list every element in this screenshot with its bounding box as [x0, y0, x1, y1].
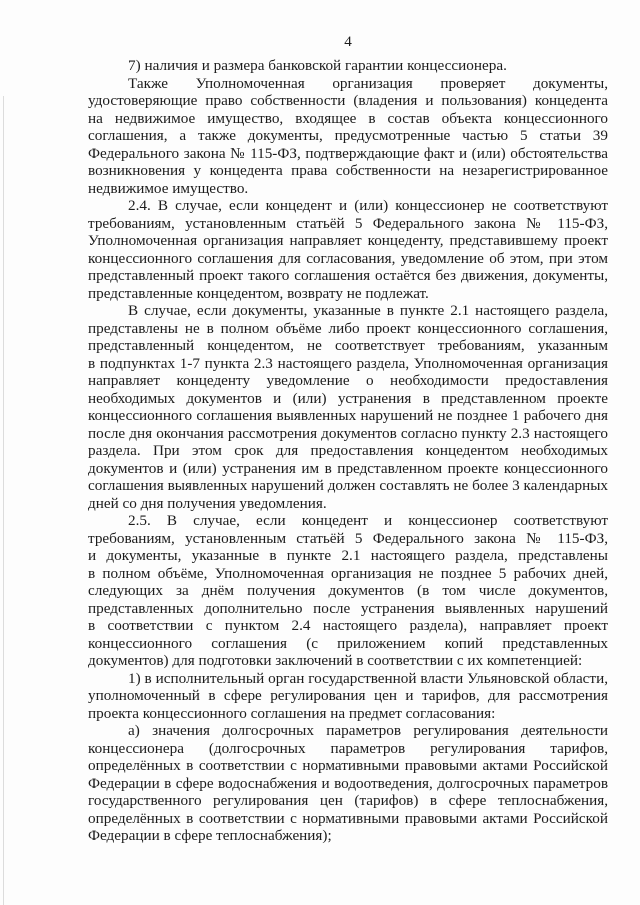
- page-number: 4: [344, 33, 352, 50]
- text-line: уполномоченный в сфере регулирования цен и тарифов, для рассмотрения: [88, 687, 608, 704]
- text-line: Также Уполномоченная организация проверяет документы,: [128, 74, 608, 92]
- text-line: в соответствии с пунктом 2.4 настоящего раздела), направляет проект: [88, 617, 608, 634]
- text-line: определённых в соответствии с нормативными правовыми актами Российской: [88, 809, 608, 827]
- text-line: 2.5. В случае, если концедент и концессионер соответствуют: [128, 512, 608, 529]
- paragraph-ownership-documents: [88, 75, 608, 198]
- text-line: Федерации в сфере водоснабжения и водоотведения, долгосрочных параметров: [88, 774, 608, 792]
- text-line: концессионера (долгосрочных параметров регулирования тарифов,: [88, 739, 608, 757]
- text-line: направляет концеденту уведомление о необходимости предоставления: [88, 372, 608, 389]
- text-line: концессионного соглашения выявленных нарушений не позднее 1 рабочего дня: [88, 407, 608, 424]
- document-body: [88, 57, 608, 845]
- text-line: проекта концессионного соглашения на предмет согласования:: [88, 704, 496, 722]
- text-line: концессионного соглашения для согласования, уведомление об этом, при этом: [88, 249, 608, 267]
- text-line: 7) наличия и размера банковской гарантии концессионера.: [128, 57, 507, 74]
- text-line: представленные концедентом, возврату не подлежат.: [88, 284, 429, 302]
- text-line: возникновения у концедента права собственности на незарегистрированное: [88, 162, 608, 179]
- text-line: Федерации в сфере теплоснабжения);: [88, 827, 332, 844]
- text-line: на недвижимое имущество, входящее в состав объекта концессионного: [88, 109, 608, 127]
- text-line: представленный проект такого соглашения остаётся без движения, документы,: [88, 267, 608, 284]
- text-line: 1) в исполнительный орган государственной власти Ульяновской области,: [128, 669, 608, 687]
- paragraph-subitem-a: [88, 722, 608, 845]
- paragraph-2-4-continuation: [88, 302, 608, 512]
- text-line: Уполномоченная организация направляет концеденту, представившему проект: [88, 232, 608, 249]
- text-line: соглашения, а также документы, предусмотренные частью 5 статьи 39: [88, 127, 608, 144]
- text-line: документов) для подготовки заключений в соответствии с их компетенцией:: [88, 652, 583, 669]
- text-line: представленный концедентом, не соответствует требованиям, указанным: [88, 337, 608, 354]
- text-line: представленных дополнительно после устранения выявленных нарушений: [88, 599, 608, 617]
- text-line: соглашения выявленных нарушений должен составлять не более 3 календарных: [88, 477, 608, 494]
- text-line: представлены не в полном объёме либо проект концессионного соглашения,: [88, 319, 608, 337]
- text-line: 2.4. В случае, если концедент и (или) концессионер не соответствуют: [128, 197, 608, 214]
- text-line: и документы, указанные в пункте 2.1 настоящего раздела, представлены: [88, 547, 608, 564]
- text-line: государственного регулирования цен (тарифов) в сфере теплоснабжения,: [88, 792, 608, 809]
- paragraph-subitem-1: [88, 670, 608, 723]
- text-line: удостоверяющие право собственности (владения и пользования) концедента: [88, 92, 608, 109]
- text-line: требованиям, установленным статьёй 5 Федерального закона № 115-ФЗ,: [88, 529, 608, 547]
- text-line: после дня окончания рассмотрения документов согласно пункту 2.3 настоящего: [88, 424, 608, 442]
- paragraph-2-5: [88, 512, 608, 670]
- text-line: требованиям, установленным статьёй 5 Федерального закона № 115-ФЗ,: [88, 214, 608, 232]
- scan-edge-line: [3, 96, 4, 905]
- text-line: в полном объёме, Уполномоченная организация не позднее 5 рабочих дней,: [88, 564, 608, 582]
- text-line: в подпунктах 1-7 пункта 2.3 настоящего раздела, Уполномоченная организация: [88, 354, 608, 372]
- text-line: следующих за днём получения документов (в том числе документов,: [88, 582, 608, 599]
- text-line: а) значения долгосрочных параметров регулирования деятельности: [128, 722, 608, 739]
- text-line: документов и (или) устранения им в представленном проекте концессионного: [88, 459, 608, 477]
- paragraph-2-4: [88, 197, 608, 302]
- text-line: определённых в соответствии с нормативными правовыми актами Российской: [88, 757, 608, 774]
- text-line: Федерального закона № 115-ФЗ, подтверждающие факт и (или) обстоятельства: [88, 144, 608, 162]
- paragraph-item-7-bank-guarantee: [88, 57, 608, 75]
- text-line: недвижимое имущество.: [88, 179, 249, 197]
- text-line: необходимых документов и (или) устранения в представленном проекте: [88, 389, 608, 407]
- text-line: концессионного соглашения (с приложением копий представленных: [88, 634, 608, 652]
- text-line: дней со дня получения уведомления.: [88, 494, 327, 512]
- text-line: В случае, если документы, указанные в пункте 2.1 настоящего раздела,: [128, 302, 608, 319]
- text-line: раздела. При этом срок для предоставления концедентом необходимых: [88, 442, 608, 459]
